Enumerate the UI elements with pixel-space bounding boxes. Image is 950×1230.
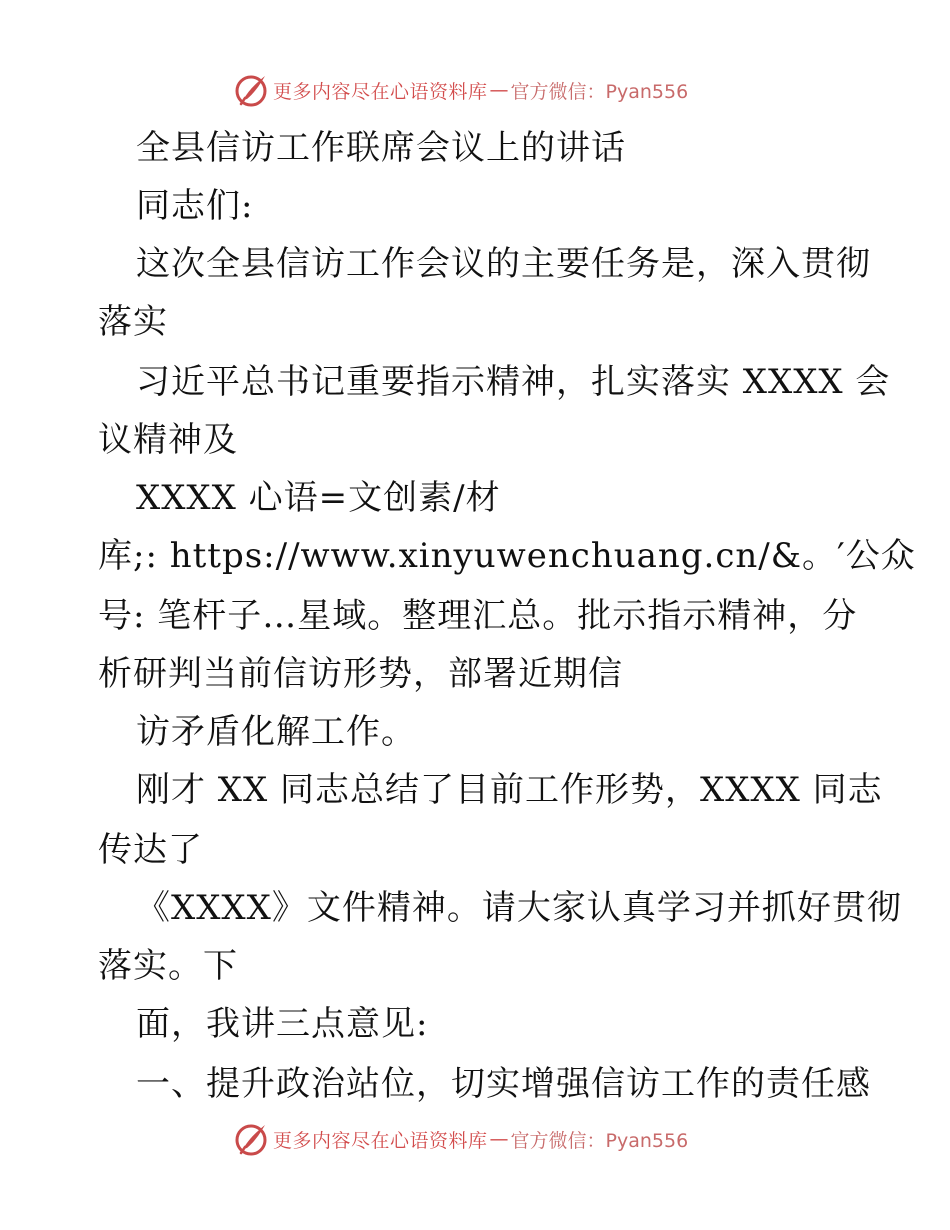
- banner-text: 更多内容尽在心语资料库: [273, 80, 488, 103]
- paragraph-line: 落实: [98, 302, 168, 342]
- paragraph-line: 这次全县信访工作会议的主要任务是，深入贯彻: [136, 244, 871, 284]
- paragraph-line: 同志们:: [136, 186, 254, 226]
- paragraph-line: 传达了: [98, 830, 203, 870]
- paragraph-line: 习近平总书记重要指示精神，扎实落实 XXXX 会: [136, 362, 891, 402]
- document-title: 全县信访工作联席会议上的讲话: [136, 128, 626, 168]
- paragraph-line: 库;: https://www.xinyuwenchuang.cn/&。′公众: [98, 536, 916, 576]
- paragraph-line: 析研判当前信访形势，部署近期信: [98, 654, 623, 694]
- banner-subtext: 官方微信：Pyan556: [510, 80, 689, 103]
- section-heading: 一、提升政治站位，切实增强信访工作的责任感: [136, 1064, 871, 1104]
- paragraph-line: 《XXXX》文件精神。请大家认真学习并抓好贯彻: [136, 888, 902, 928]
- paragraph-line: XXXX 心语=文创素/材: [136, 478, 501, 518]
- paragraph-line: 访矛盾化解工作。: [136, 712, 416, 752]
- quill-pen-logo-icon: [233, 1121, 269, 1157]
- banner-dash: —: [489, 79, 509, 101]
- paragraph-line: 号: 笔杆子…星域。整理汇总。批示指示精神，分: [98, 596, 858, 636]
- header-watermark-banner: [233, 70, 753, 110]
- paragraph-line: 刚才 XX 同志总结了目前工作形势，XXXX 同志: [136, 770, 883, 810]
- footer-watermark-banner: [233, 1119, 753, 1159]
- banner-text: 更多内容尽在心语资料库: [273, 1129, 488, 1152]
- banner-dash: —: [489, 1128, 509, 1150]
- paragraph-line: 面，我讲三点意见:: [136, 1004, 429, 1044]
- banner-subtext: 官方微信：Pyan556: [510, 1129, 689, 1152]
- paragraph-line: 落实。下: [98, 946, 238, 986]
- quill-pen-logo-icon: [233, 72, 269, 108]
- paragraph-line: 议精神及: [98, 420, 238, 460]
